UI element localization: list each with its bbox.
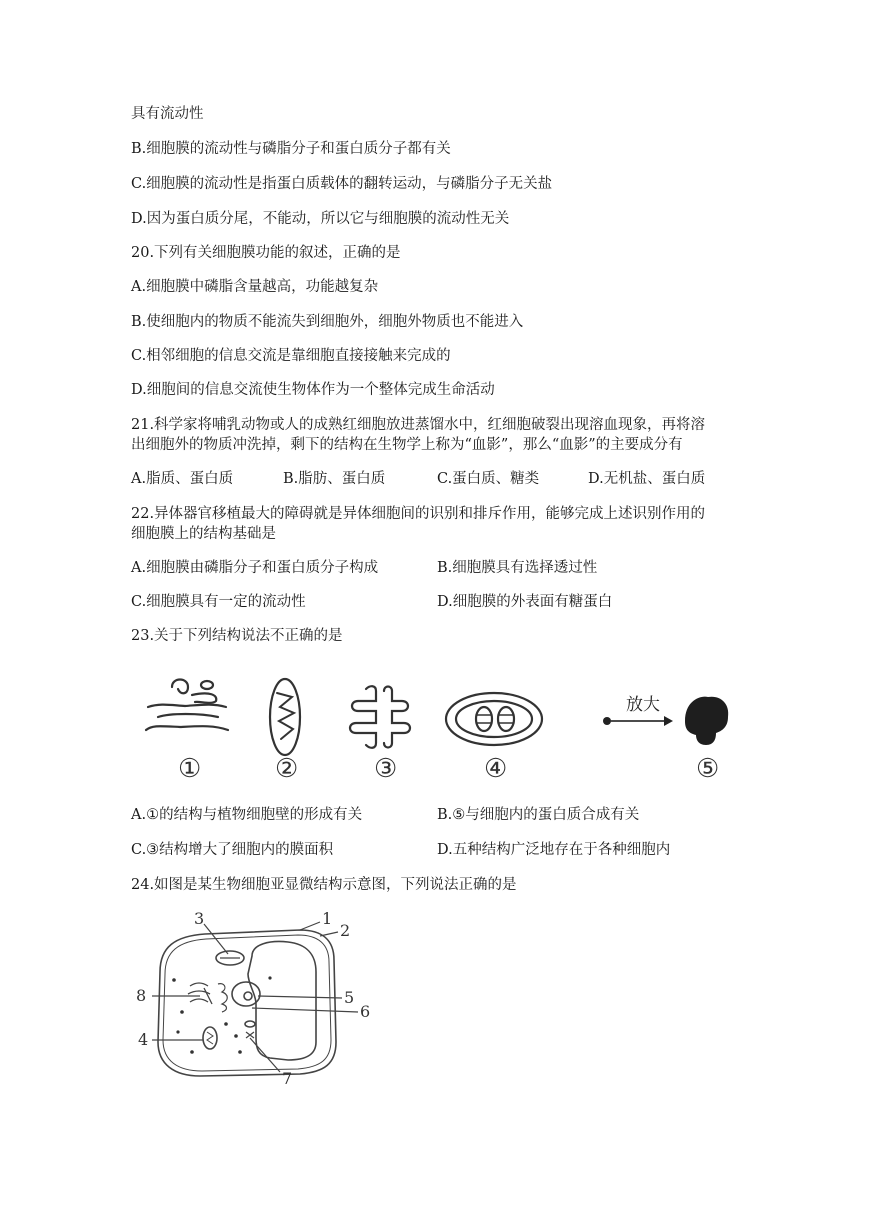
cell-label-5: 5 bbox=[344, 988, 355, 1007]
q24-stem: 24.如图是某生物细胞亚显微结构示意图，下列说法正确的是 bbox=[131, 877, 517, 893]
ribosome-drawing bbox=[603, 697, 728, 745]
q23-option-d: D.五种结构广泛地存在于各种细胞内 bbox=[437, 842, 671, 858]
endoplasmic-reticulum-drawing bbox=[218, 984, 227, 1012]
q21-option-a: A.脂质、蛋白质 bbox=[131, 471, 234, 487]
q21-option-c: C.蛋白质、糖类 bbox=[437, 471, 540, 487]
q22-option-c: C.细胞膜具有一定的流动性 bbox=[131, 594, 306, 610]
q21-option-b: B.脂肪、蛋白质 bbox=[283, 471, 386, 487]
q22-option-d: D.细胞膜的外表面有糖蛋白 bbox=[437, 594, 613, 610]
q20-option-a: A.细胞膜中磷脂含量越高，功能越复杂 bbox=[131, 279, 379, 295]
figure-label-5: ⑤ bbox=[696, 754, 720, 784]
figure-label-3: ③ bbox=[374, 754, 398, 784]
golgi-apparatus-drawing bbox=[146, 680, 228, 731]
cell-label-1: 1 bbox=[322, 912, 333, 928]
cell-membrane-drawing bbox=[163, 935, 331, 1071]
golgi-drawing bbox=[188, 983, 212, 1004]
q20-stem: 20.下列有关细胞膜功能的叙述，正确的是 bbox=[131, 245, 401, 261]
mitochondrion-drawing bbox=[270, 679, 300, 755]
q20-option-d: D.细胞间的信息交流使生物体作为一个整体完成生命活动 bbox=[131, 382, 495, 398]
cell-label-2: 2 bbox=[340, 921, 351, 940]
q22-option-b: B.细胞膜具有选择透过性 bbox=[437, 560, 598, 576]
q21-stem-line2: 出细胞外的物质冲洗掉，剩下的结构在生物学上称为“血影”，那么“血影”的主要成分有 bbox=[131, 437, 683, 453]
q24-cell-diagram bbox=[130, 912, 380, 1092]
q23-organelle-figure bbox=[140, 655, 740, 790]
cell-label-4: 4 bbox=[138, 1030, 149, 1049]
cell-label-3: 3 bbox=[194, 912, 205, 928]
q22-stem-line2: 细胞膜上的结构基础是 bbox=[131, 526, 276, 542]
cell-label-8: 8 bbox=[136, 986, 147, 1005]
chloroplast-drawing bbox=[446, 693, 542, 745]
q20-option-c: C.相邻细胞的信息交流是靠细胞直接接触来完成的 bbox=[131, 348, 451, 364]
q23-option-a: A.①的结构与植物细胞壁的形成有关 bbox=[131, 807, 363, 823]
q19-option-b: B.细胞膜的流动性与磷脂分子和蛋白质分子都有关 bbox=[131, 141, 451, 157]
q19-stem-tail: 具有流动性 bbox=[131, 106, 204, 122]
q23-stem: 23.关于下列结构说法不正确的是 bbox=[131, 628, 343, 644]
cell-label-6: 6 bbox=[360, 1002, 371, 1021]
q23-option-b: B.⑤与细胞内的蛋白质合成有关 bbox=[437, 807, 640, 823]
q21-stem-line1: 21.科学家将哺乳动物或人的成熟红细胞放进蒸馏水中，红细胞破裂出现溶血现象，再将溶 bbox=[131, 417, 706, 433]
q21-option-d: D.无机盐、蛋白质 bbox=[588, 471, 706, 487]
q22-option-a: A.细胞膜由磷脂分子和蛋白质分子构成 bbox=[131, 560, 379, 576]
q19-option-d: D.因为蛋白质分尾，不能动，所以它与细胞膜的流动性无关 bbox=[131, 211, 510, 227]
cell-label-7: 7 bbox=[282, 1069, 293, 1088]
small-organelle-drawing bbox=[245, 1021, 255, 1027]
endoplasmic-reticulum-drawing bbox=[350, 686, 410, 748]
figure-label-4: ④ bbox=[484, 754, 508, 784]
q19-option-c: C.细胞膜的流动性是指蛋白质载体的翻转运动，与磷脂分子无关盐 bbox=[131, 176, 553, 192]
magnify-arrow-label: 放大 bbox=[626, 695, 660, 715]
q20-option-b: B.使细胞内的物质不能流失到细胞外，细胞外物质也不能进入 bbox=[131, 314, 524, 330]
figure-label-1: ① bbox=[178, 754, 202, 784]
q23-option-c: C.③结构增大了细胞内的膜面积 bbox=[131, 842, 334, 858]
q22-stem-line1: 22.异体器官移植最大的障碍就是异体细胞间的识别和排斥作用，能够完成上述识别作用的 bbox=[131, 506, 706, 522]
figure-label-2: ② bbox=[275, 754, 299, 784]
nucleus-drawing bbox=[232, 982, 260, 1006]
